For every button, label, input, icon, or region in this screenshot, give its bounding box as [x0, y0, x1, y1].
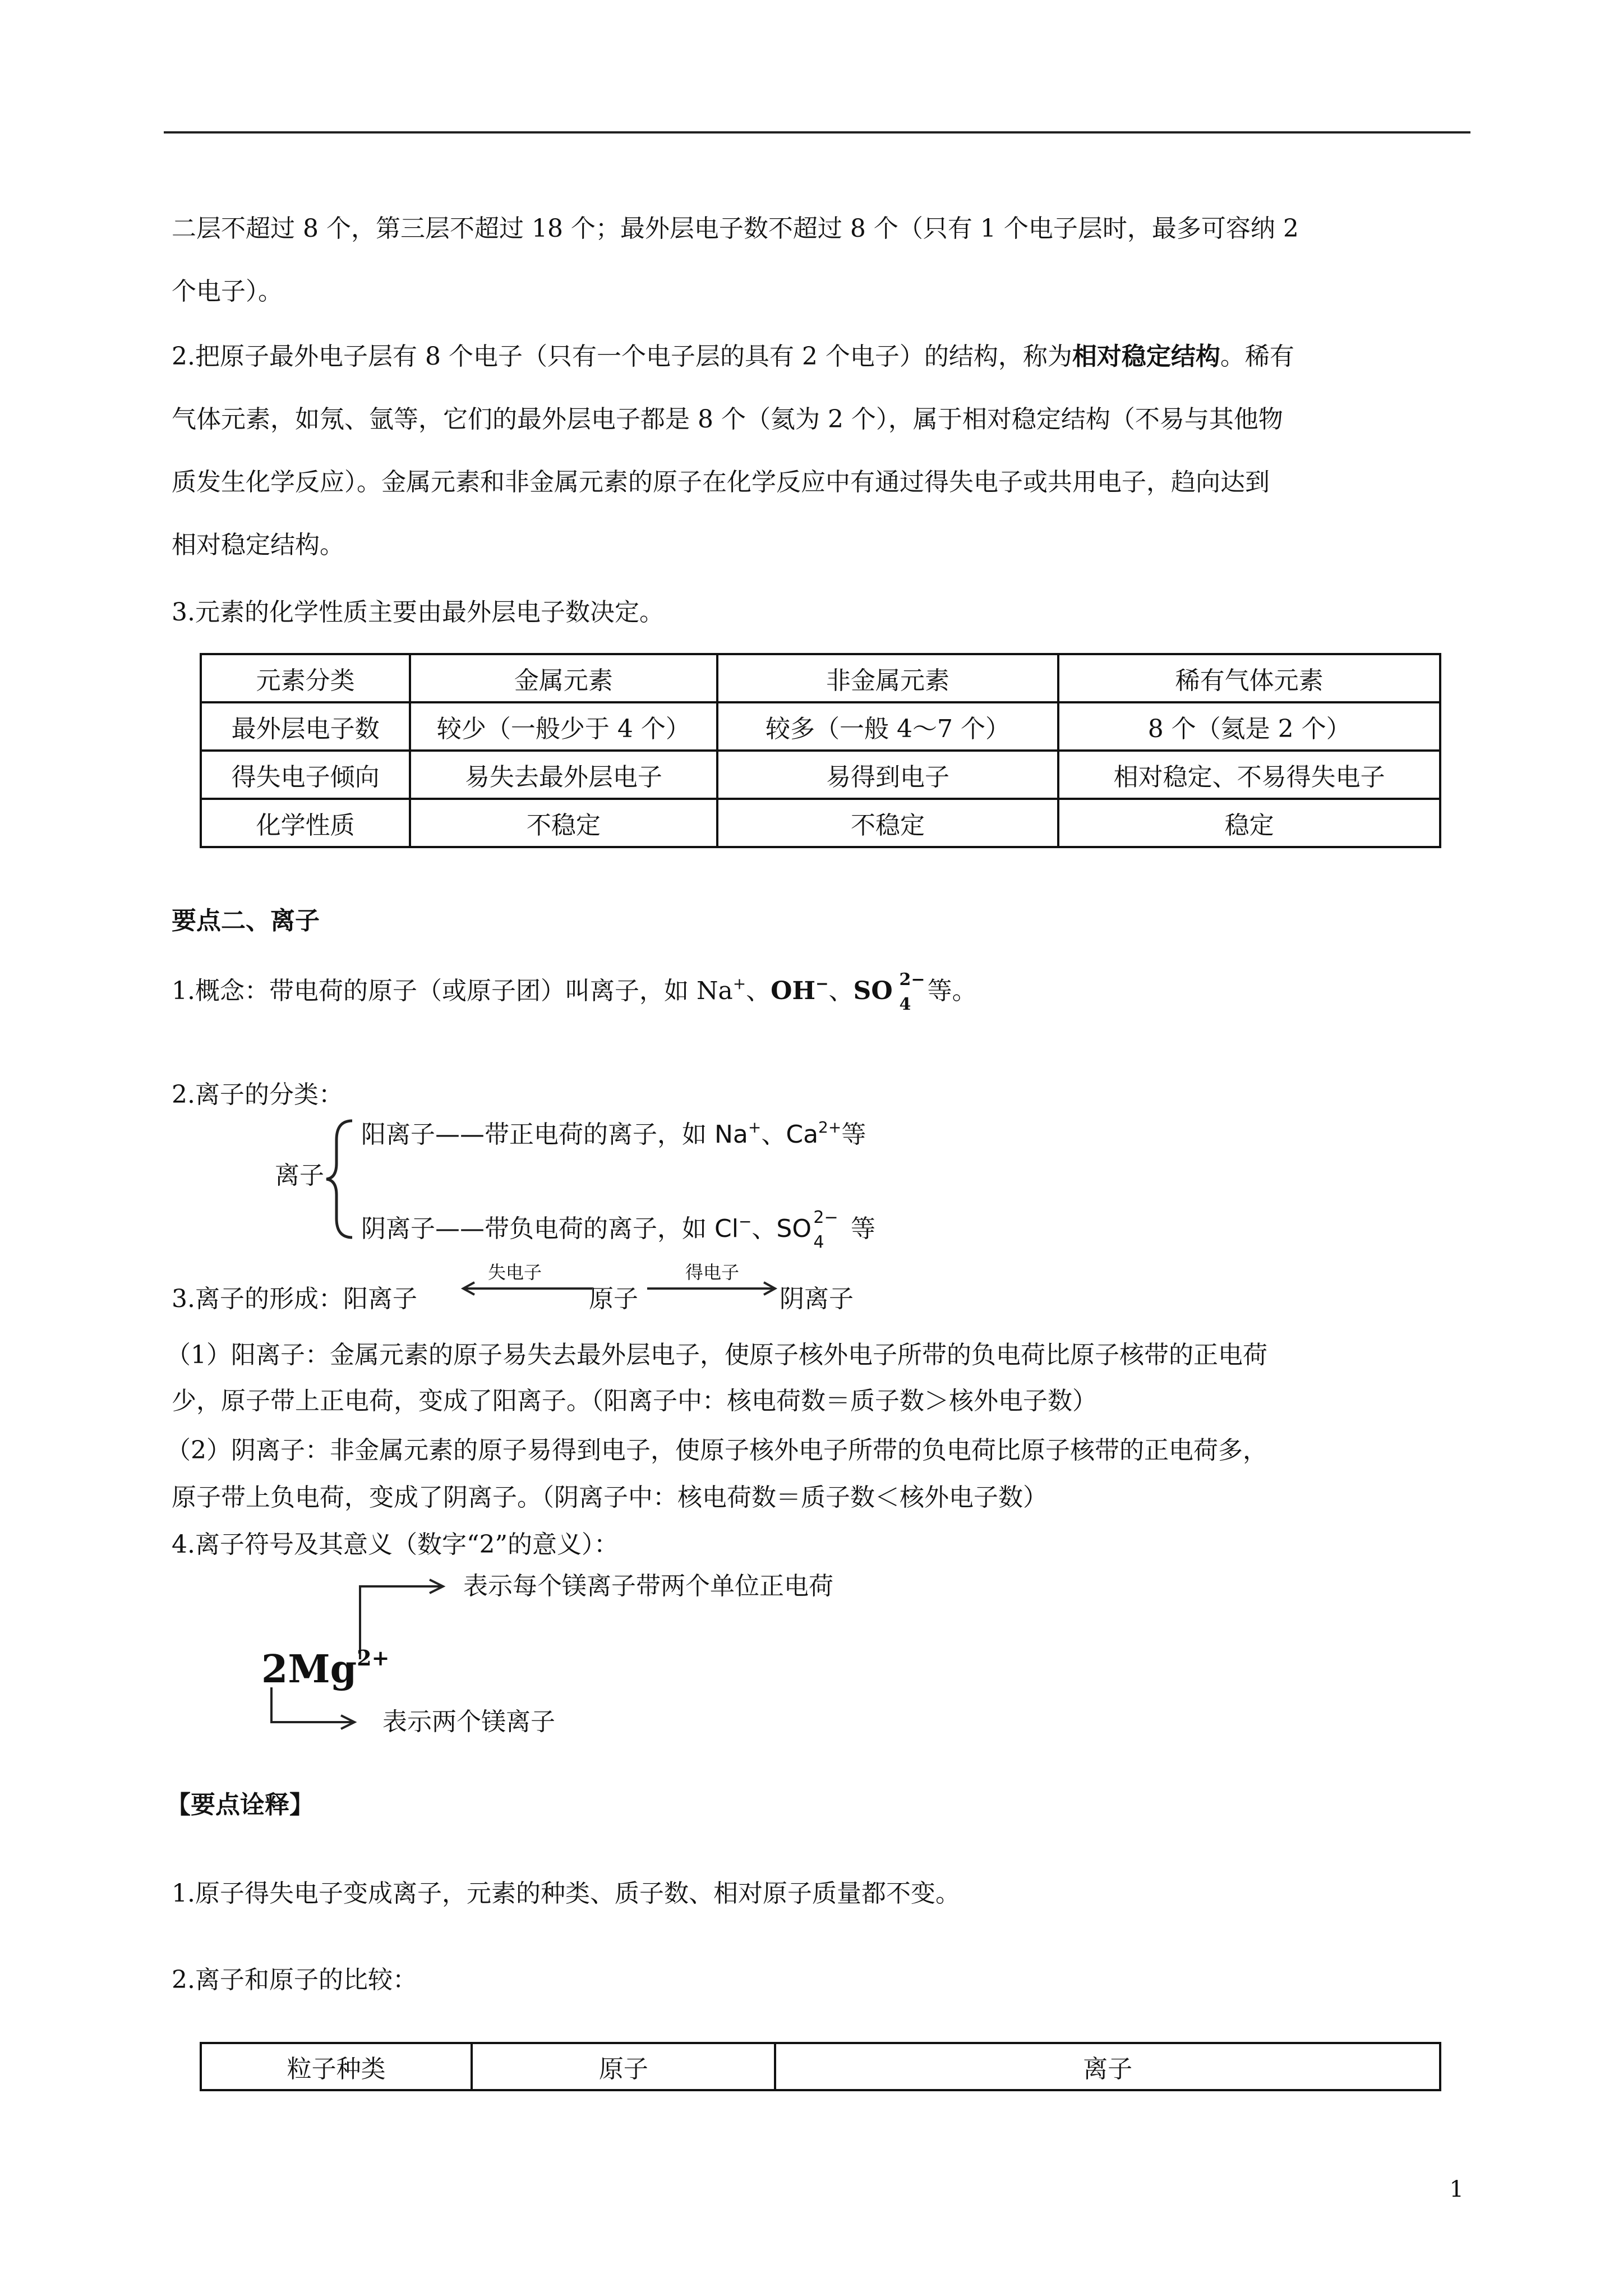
paragraph-line: 质发生化学反应）。金属元素和非金属元素的原子在化学反应中有通过得失电子或共用电子，趋向达到	[172, 468, 1270, 496]
formation-label: 3.离子的形成：阳离子	[172, 1285, 417, 1313]
table-header-cell: 金属元素	[410, 654, 717, 702]
table-header-cell: 稀有气体元素	[1058, 654, 1440, 702]
mg-count-note: 表示两个镁离子	[382, 1708, 555, 1736]
table-header-cell: 元素分类	[201, 654, 410, 702]
notes-heading: 【要点诠释】	[166, 1791, 314, 1819]
bold-term: 相对稳定结构	[1072, 342, 1220, 371]
header-rule	[164, 131, 1470, 134]
cation-description: （1）阳离子：金属元素的原子易失去最外层电子，使原子核外电子所带的负电荷比原子核带的正电荷	[166, 1341, 1267, 1369]
symbol-meaning-title: 4.离子符号及其意义（数字“2”的意义）：	[172, 1530, 619, 1559]
classification-title: 2.离子的分类：	[172, 1080, 343, 1109]
paragraph-2: 2.把原子最外电子层有 8 个电子（只有一个电子层的具有 2 个电子）的结构，称为相对稳定结构。稀有	[172, 342, 1294, 371]
anion-definition: 阴离子——带负电荷的离子，如 Cl−、SO 2− 4 等	[361, 1208, 875, 1252]
anion-description: 原子带上负电荷，变成了阴离子。（阴离子中：核电荷数＝质子数＜核外电子数）	[172, 1483, 1048, 1512]
right-arrow-icon	[645, 1280, 780, 1297]
element-classification-table	[200, 653, 1441, 848]
table-header-cell: 粒子种类	[201, 2043, 472, 2090]
table-header-row	[201, 654, 1440, 702]
paragraph-3: 3.元素的化学性质主要由最外层电子数决定。	[172, 598, 664, 627]
paragraph-line: 气体元素，如氖、氩等，它们的最外层电子都是 8 个（氦为 2 个），属于相对稳定结构（不易与其他物	[172, 405, 1283, 434]
table-cell: 最外层电子数	[201, 702, 410, 751]
arrow-label-lose: 失电子	[488, 1262, 542, 1283]
table-header-row	[201, 2043, 1440, 2090]
mg-ion-symbol: $2Mg^{2+}$	[261, 1645, 390, 1692]
cation-definition: 阳离子——带正电荷的离子，如 Na+、$Ca^{2+}$等	[361, 1118, 866, 1149]
table-cell: 不稳定	[410, 799, 717, 847]
table-cell: 相对稳定、不易得失电子	[1058, 751, 1440, 799]
table-header-cell: 原子	[472, 2043, 775, 2090]
table-cell: 易失去最外层电子	[410, 751, 717, 799]
left-arrow-icon	[460, 1280, 594, 1297]
table-cell: 8 个（氦是 2 个）	[1058, 702, 1440, 751]
table-cell: 易得到电子	[717, 751, 1059, 799]
table-cell: 不稳定	[717, 799, 1059, 847]
formation-atom: 原子	[589, 1285, 638, 1313]
table-cell: 稳定	[1058, 799, 1440, 847]
formation-anion: 阴离子	[780, 1285, 854, 1313]
paragraph-line: 二层不超过 8 个，第三层不超过 18 个；最外层电子数不超过 8 个（只有 1 个电子层时，最多可容纳 2	[172, 214, 1299, 243]
note-item: 1.原子得失电子变成离子，元素的种类、质子数、相对原子质量都不变。	[172, 1879, 960, 1908]
brace-icon	[324, 1117, 358, 1241]
note-item: 2.离子和原子的比较：	[172, 1966, 417, 1994]
table-row	[201, 751, 1440, 799]
mg-charge-note: 表示每个镁离子带两个单位正电荷	[463, 1572, 833, 1600]
table-row	[201, 799, 1440, 847]
paragraph-line: 相对稳定结构。	[172, 531, 344, 559]
table-header-cell: 离子	[775, 2043, 1440, 2090]
page-number: 1	[1449, 2177, 1464, 2202]
cation-description: 少，原子带上正电荷，变成了阳离子。（阳离子中：核电荷数＝质子数＞核外电子数）	[172, 1387, 1097, 1415]
table-cell: 得失电子倾向	[201, 751, 410, 799]
table-cell: 较少（一般少于 4 个）	[410, 702, 717, 751]
table-row	[201, 702, 1440, 751]
table-cell: 化学性质	[201, 799, 410, 847]
table-cell: 较多（一般 4～7 个）	[717, 702, 1059, 751]
ion-atom-comparison-table	[200, 2042, 1441, 2091]
table-header-cell: 非金属元素	[717, 654, 1059, 702]
paragraph-line: 个电子）。	[172, 277, 283, 306]
section-heading: 要点二、离子	[172, 907, 320, 935]
classification-root: 离子	[275, 1161, 324, 1190]
sulfate-formula: SO 2− 4	[853, 970, 925, 1014]
arrow-label-gain: 得电子	[685, 1262, 740, 1283]
anion-description: （2）阴离子：非金属元素的原子易得到电子，使原子核外电子所带的负电荷比原子核带的正电荷多，	[166, 1436, 1267, 1465]
ion-concept: 1.概念：带电荷的原子（或原子团）叫离子，如 Na+、OH−、SO 2− 4 等。	[172, 970, 977, 1014]
